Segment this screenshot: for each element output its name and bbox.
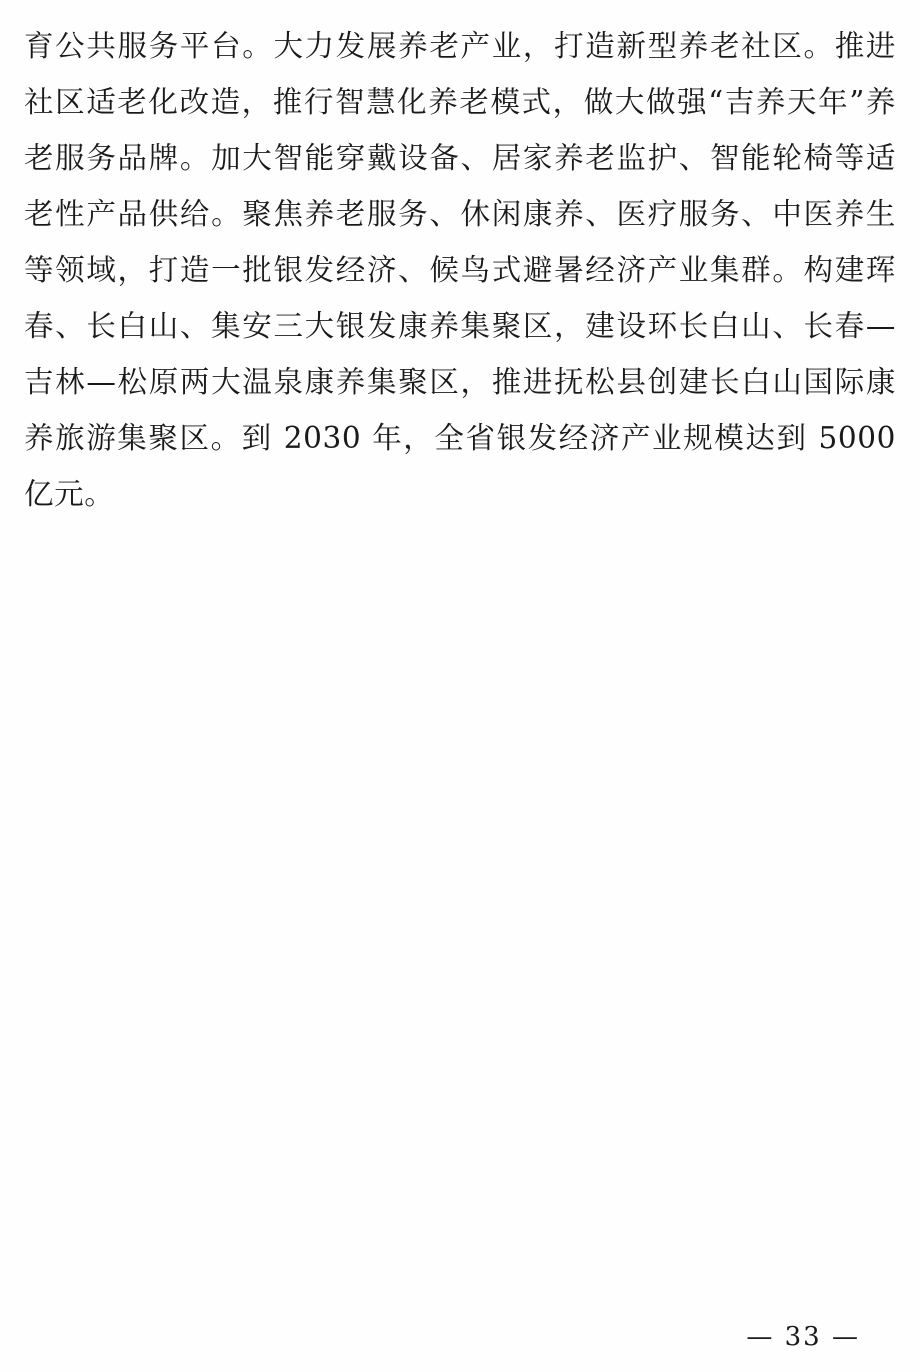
page-number: — 33 — [746, 1322, 860, 1352]
page-footer [0, 1312, 920, 1352]
body-paragraph: 育公共服务平台。大力发展养老产业，打造新型养老社区。推进社区适老化改造，推行智慧化养老模式，做大做强“吉养天年”养老服务品牌。加大智能穿戴设备、居家养老监护、智能轮椅等适老性产品供给。聚焦养老服务、休闲康养、医疗服务、中医养生等领域，打造一批银发经济、候鸟式避暑经济产业集群。构建珲春、长白山、集安三大银发康养集聚区，建设环长白山、长春—吉林—松原两大温泉康养集聚区，推进抚松县创建长白山国际康养旅游集聚区。到 2030 年，全省银发经济产业规模达到 5000亿元。 [24, 29, 896, 511]
